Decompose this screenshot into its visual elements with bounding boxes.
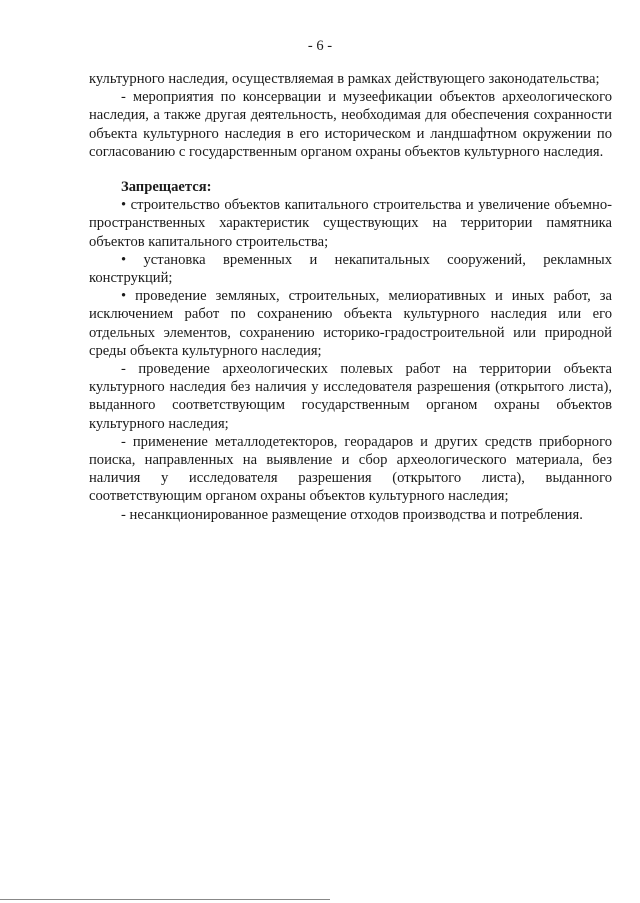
prohibited-item: • установка временных и некапитальных сооружений, рекламных конструкций;	[89, 251, 612, 287]
document-body	[89, 70, 612, 524]
paragraph-continuation: культурного наследия, осуществляемая в рамках действующего законодательства;	[89, 71, 600, 87]
bottom-edge-line	[0, 899, 330, 900]
prohibited-heading: Запрещается:	[121, 179, 212, 196]
prohibited-item: - применение металлодетекторов, георадаров и других средств приборного поиска, направленных на выявление и сбор археологического материала, без наличия у исследователя разрешения (открытого листа), выданного соответствующим органом охраны объектов культурного наследия;	[89, 433, 612, 505]
prohibited-item: • строительство объектов капитального строительства и увеличение объемно-пространственных характеристик существующих на территории памятника объектов капитального строительства;	[89, 197, 612, 250]
prohibited-item: • проведение земляных, строительных, мелиоративных и иных работ, за исключением работ по сохранению объекта культурного наследия или его отдельных элементов, сохранению историко-градостроительной или природной среды объекта культурного наследия;	[89, 288, 612, 359]
page-number: - 6 -	[307, 38, 333, 54]
prohibited-item: - несанкционированное размещение отходов производства и потребления.	[121, 506, 583, 523]
paragraph-conservation: - мероприятия по консервации и музеефикации объектов археологического наследия, а также другая деятельность, необходимая для обеспечения сохранности объекта культурного наследия в его историческом и ландшафтном окружении по согласованию с государственным органом охраны объектов культурного наследия.	[89, 89, 612, 160]
prohibited-item: - проведение археологических полевых работ на территории объекта культурного наследия без наличия у исследователя разрешения (открытого листа), выданного соответствующим государственным органом охраны объектов культурного наследия;	[89, 361, 612, 432]
